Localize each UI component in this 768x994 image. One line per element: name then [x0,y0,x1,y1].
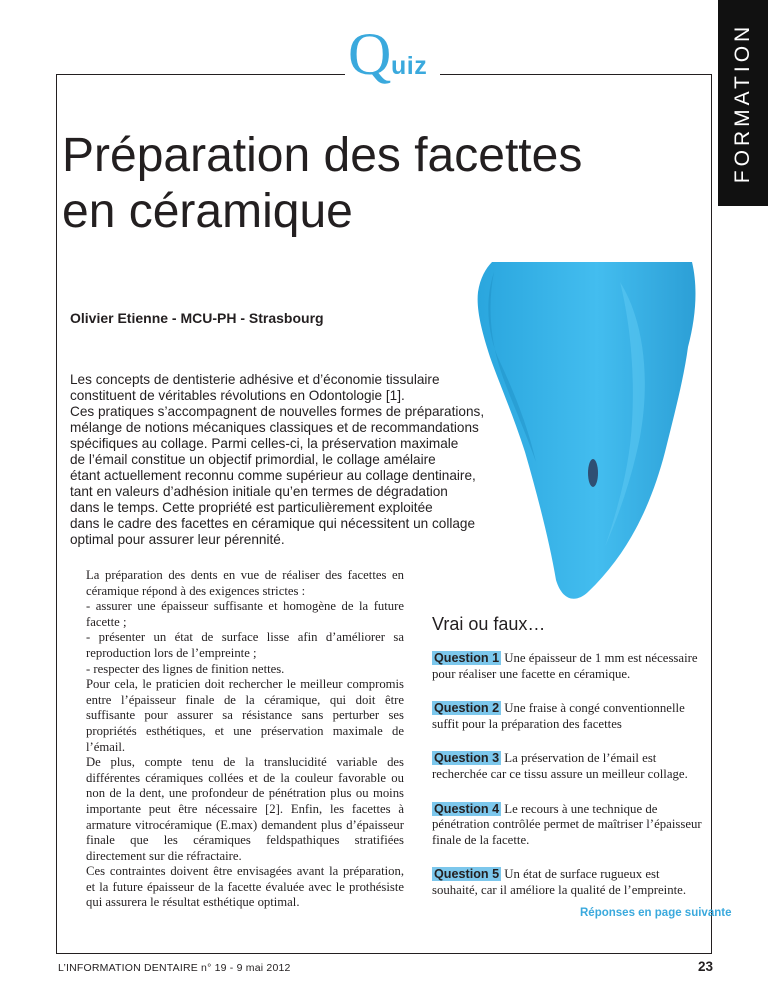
quiz-question-4 [432,802,704,849]
tooth-crown [478,262,696,599]
body-column [86,568,404,911]
intro-line: Ces pratiques s’accompagnent de nouvelles formes de préparations, [70,404,485,419]
title-line-2: en céramique [62,185,353,238]
page-number: 23 [698,959,714,974]
question-label: Question 4 [434,801,500,816]
footer-publication: L’INFORMATION DENTAIRE n° 19 - 9 mai 2012 [58,962,291,974]
intro-line: Les concepts de dentisterie adhésive et d’économie tissulaire [70,372,440,387]
question-text: Un état de surface rugueux est souhaité, car il améliore la qualité de l’empreinte. [432,867,687,897]
intro-line: optimal pour assurer leur pérennité. [70,532,285,547]
body-paragraph: La préparation des dents en vue de réaliser des facettes en céramique répond à des exigences strictes : [86,568,404,598]
quiz-question-3 [432,751,704,782]
section-label: FORMATION [731,22,754,184]
intro-paragraph [70,372,490,548]
body-paragraph: - respecter des lignes de finition nettes. [86,661,285,676]
question-label: Question 5 [434,867,500,882]
quiz-question-2 [432,701,704,732]
question-text: Le recours à une technique de pénétration contrôlée permet de maîtriser l’épaisseur finale de la facette. [432,801,702,847]
question-label: Question 1 [434,651,500,665]
body-paragraph: Ces contraintes doivent être envisagées avant la préparation, et la future épaisseur de la facette évaluée avec le prothésiste qui assurera le résultat esthétique optimal. [86,864,404,910]
quiz-logo-initial: Q [348,21,392,87]
body-paragraph: De plus, compte tenu de la translucidité variable des différentes céramiques collées et de la couleur favorable ou non de la dent, une profondeur de pénétration plus ou moins importante peut être nécessaire [2]. Enfin, les facettes à armature vitrocéramique (E.max) demandent plus d’épaisseur finale que les céramiques feldspathiques stratifiées directement sur die réfractaire. [86,755,404,863]
intro-line: mélange de notions mécaniques classiques et de recommandations [70,420,479,435]
tooth-depth-mark [588,459,598,487]
question-text: La préservation de l’émail est recherchée car ce tissu assure un meilleur collage. [432,751,688,781]
question-label: Question 3 [434,751,500,766]
question-label: Question 2 [434,701,500,716]
frame-left-border [56,74,57,954]
tooth-illustration [470,262,720,602]
intro-line: tant en valeurs d’adhésion initiale qu’en termes de dégradation [70,484,448,499]
quiz-heading: Vrai ou faux… [432,614,546,634]
frame-bottom-border [56,953,712,954]
quiz-logo-rest: uiz [391,52,428,80]
quiz-question-1 [432,651,704,682]
intro-line: étant actuellement reconnu comme supérieur au collage dentinaire, [70,468,476,483]
body-paragraph: - assurer une épaisseur suffisante et homogène de la future facette ; [86,599,404,629]
intro-line: spécifiques au collage. Parmi celles-ci, la préservation maximale [70,436,459,451]
title-line-1: Préparation des facettes [62,129,583,182]
article-title [62,128,702,240]
intro-line: de l’émail constitue un objectif primordial, le collage amélaire [70,452,436,467]
intro-line: constituent de véritables révolutions en Odontologie [1]. [70,388,405,403]
body-paragraph: Pour cela, le praticien doit rechercher le meilleur compromis entre l’épaisseur finale de la céramique, qui doit être suffisante pour assurer sa résistance sans perturber ses propriétés esthétiques, et une préservation maximale de l’émail. [86,677,404,754]
question-text: Une fraise à congé conventionnelle suffit pour la préparation des facettes [432,701,685,731]
intro-line: dans le cadre des facettes en céramique qui nécessitent un collage [70,516,476,531]
answers-note: Réponses en page suivante [580,907,732,919]
question-text: Une épaisseur de 1 mm est nécessaire pour réaliser une facette en céramique. [432,651,698,681]
author-line: Olivier Etienne - MCU-PH - Strasbourg [70,310,324,326]
quiz-logo [348,21,440,87]
body-paragraph: - présenter un état de surface lisse afin d’améliorer sa reproduction lors de l’empreinte ; [86,630,404,660]
quiz-box [432,614,704,918]
quiz-question-5 [432,867,704,898]
intro-line: dans le temps. Cette propriété est particulièrement exploitée [70,500,433,515]
section-tab [718,0,768,206]
